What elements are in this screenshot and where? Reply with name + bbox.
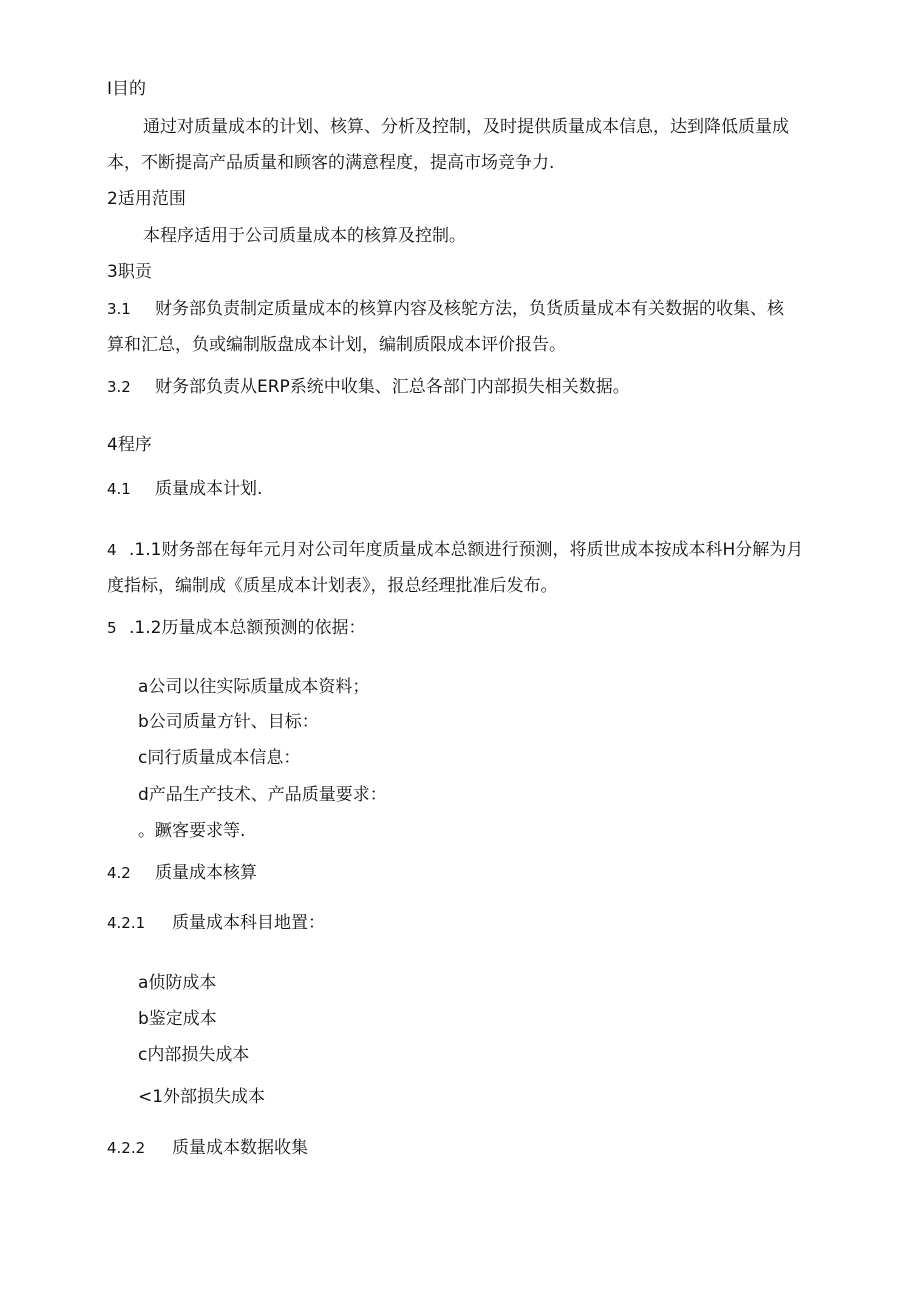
section-4-1-1-continuation: 度指标，编制成《质星成本计划表》，报总经理批准后发布。 — [107, 576, 558, 596]
section-4-2-1-number: 4.2.1 — [107, 914, 146, 932]
section-4-2-2-number: 4.2.2 — [107, 1139, 146, 1157]
section-1-paragraph-line-1: 通过对质量成本的计划、核算、分析及控制，及时提供质量成本信息，达到降低质量成 — [143, 117, 789, 137]
list-item: c内部损失成本 — [138, 1045, 250, 1065]
section-2-heading: 2适用范围 — [107, 189, 186, 209]
section-1-paragraph-line-2: 本，不断提高产品质量和顾客的满意程度，提高市场竞争力. — [107, 153, 555, 173]
section-4-2-number: 4.2 — [107, 864, 131, 882]
list-item: 。蹶客要求等. — [138, 821, 246, 841]
list-item: d产品生产技术、产品质量要求： — [138, 785, 387, 805]
section-4-1-text: 质量成本计划. — [155, 479, 263, 499]
section-3-2-text: 财务部负责从ERP系统中收集、汇总各部门内部损失相关数据。 — [155, 377, 630, 397]
list-item: b公司质量方针、目标： — [138, 712, 319, 732]
list-item: c同行质量成本信息： — [138, 748, 301, 768]
section-4-heading: 4程序 — [107, 435, 152, 455]
section-1-heading: I目的 — [107, 79, 147, 99]
section-4-2-1-text: 质量成本科目地置： — [172, 913, 325, 933]
list-item: <1外部损失成本 — [138, 1087, 266, 1107]
section-3-1-continuation: 算和汇总，负或编制版盘成本计划，编制质限成本评价报告。 — [107, 335, 566, 355]
list-item: a侦防成本 — [138, 973, 217, 993]
section-3-2-number: 3.2 — [107, 378, 131, 396]
section-3-heading: 3职贡 — [107, 262, 152, 282]
section-4-2-2-text: 质量成本数据收集 — [172, 1138, 308, 1158]
section-4-1-number: 4.1 — [107, 480, 131, 498]
section-2-paragraph: 本程序适用于公司质量成本的核算及控制。 — [143, 226, 466, 246]
section-4-1-2-text: .1.2历量成本总额预测的依据： — [129, 618, 366, 638]
list-item: b鉴定成本 — [138, 1009, 217, 1029]
section-3-1-number: 3.1 — [107, 300, 131, 318]
section-3-1-text: 财务部负责制定质量成本的核算内容及核鸵方法，负货质量成本有关数据的收集、核 — [155, 299, 784, 319]
list-item: a公司以往实际质量成本资料； — [138, 677, 370, 697]
section-4-2-text: 质量成本核算 — [155, 863, 257, 883]
section-4-1-1-text: .1.1财务部在每年元月对公司年度质量成本总额进行预测，将质世成本按成本科H分解为月 — [129, 540, 804, 560]
section-4-1-2-number: 5 — [107, 619, 117, 637]
section-4-1-1-number: 4 — [107, 541, 117, 559]
